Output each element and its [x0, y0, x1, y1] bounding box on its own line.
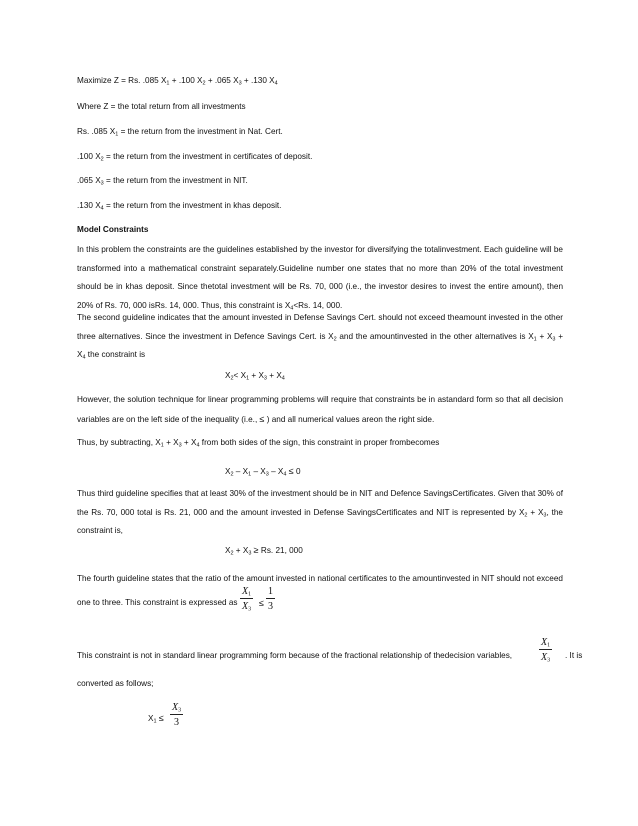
section-heading: Model Constraints — [77, 225, 149, 234]
paragraph-fractional-end: . It is — [565, 651, 583, 660]
paragraph-guideline-one: In this problem the constraints are the guidelines established by the investor for diversifying the totalinvestment. Each guideline will be transformed into a mathematical constraint separately.Guideline number one states that no more than 20% of the total investment should be in khas deposit. Since thetotal investment will be Rs. 70, 000 (i.e., the investor desires to invest the entire amount), then 20% of Rs. 70, 000 isRs. 14, 000. Thus, this constraint is $X_4<Rs$. 14, 000. — [77, 245, 563, 311]
paragraph-guideline-three: Thus third guideline specifies that at least 30% of the investment should be in NIT and Defence SavingsCertificates. Given that 30% of the Rs. 70, 000 total is Rs. 21, 000 and the amount invested in Defense SavingsCertificates and NIT is represented by $X_2 + X_3$, the constraint is, — [77, 489, 563, 535]
leq-symbol: ≤ — [259, 413, 265, 424]
paragraph-guideline-four: The fourth guideline states that the ratio of the amount invested in national certificates to the amountinvested in NIT should not exceed — [77, 574, 563, 583]
leq-symbol: ≤ — [158, 713, 164, 723]
definition-line: .130 $X_4$ = the return from the investment in khas deposit. — [77, 201, 282, 212]
equation-constraint-three: $X_2 + X_3 \ge Rs$. 21, 000 — [225, 545, 303, 557]
objective-function: Maximize Z = Rs. .085 $X_1 + .100$ $X_2 + .065$ $X_3 + .130$ $X_4$ — [77, 76, 278, 87]
fraction-x3-over-3: $\frac{X_3}{3}$ — [172, 702, 182, 728]
definition-line: Rs. .085 $X_1$ = the return from the investment in Nat. Cert. — [77, 127, 283, 138]
equation-constraint-two: $X_2< X_1 + X_3 + X_4$ — [225, 371, 285, 382]
ratio-fraction-one-third: $\frac{1}{3}$ — [268, 586, 273, 612]
paragraph-guideline-two: The second guideline indicates that the amount invested in Defense Savings Cert. should not exceed theamount invested in the other three alternatives. Since the investment in Defence Savings Cert. is $X_2$ and the amountinvested in the other alternatives is $X_1 + X_3 + X_4$ the constraint is — [77, 313, 563, 361]
definition-line: .100 $X_2$ = the return from the investment in certificates of deposit. — [77, 152, 313, 163]
fraction-x1-x3: $\frac{X_1}{X_3}$ — [541, 637, 551, 664]
paragraph-fractional: This constraint is not in standard linear programming form because of the fractional relationship of thedecision variables, — [77, 651, 513, 660]
geq-symbol: ≥ — [253, 545, 259, 555]
equation-constraint-two-standard: $X_2 - X_1 - X_3 - X_4 \le 0$ — [225, 466, 301, 478]
equation-x1-lhs: $X_1$ ≤ — [148, 713, 164, 725]
paragraph-standard-form: However, the solution technique for linear programming problems will require that constraints be in astandard form so that all decision variables are on the left side of the inequality (i.e., ≤ ) and all numerical values areon the right side. — [77, 391, 563, 429]
definition-line: .065 $X_3$ = the return from the investment in NIT. — [77, 176, 248, 187]
ratio-fraction-x1-x3: $\frac{X_1}{X_3}$ — [242, 586, 252, 613]
leq-symbol: ≤ — [288, 466, 294, 476]
leq-symbol: ≤ — [259, 598, 264, 608]
paragraph-converted: converted as follows; — [77, 679, 154, 688]
paragraph-subtracting: Thus, by subtracting, $X_1 + X_3 + X_4$ from both sides of the sign, this constraint in proper frombecomes — [77, 438, 440, 449]
where-z-text: Where Z = the total return from all investments — [77, 102, 246, 111]
paragraph-guideline-four-cont: one to three. This constraint is expressed as — [77, 598, 238, 607]
